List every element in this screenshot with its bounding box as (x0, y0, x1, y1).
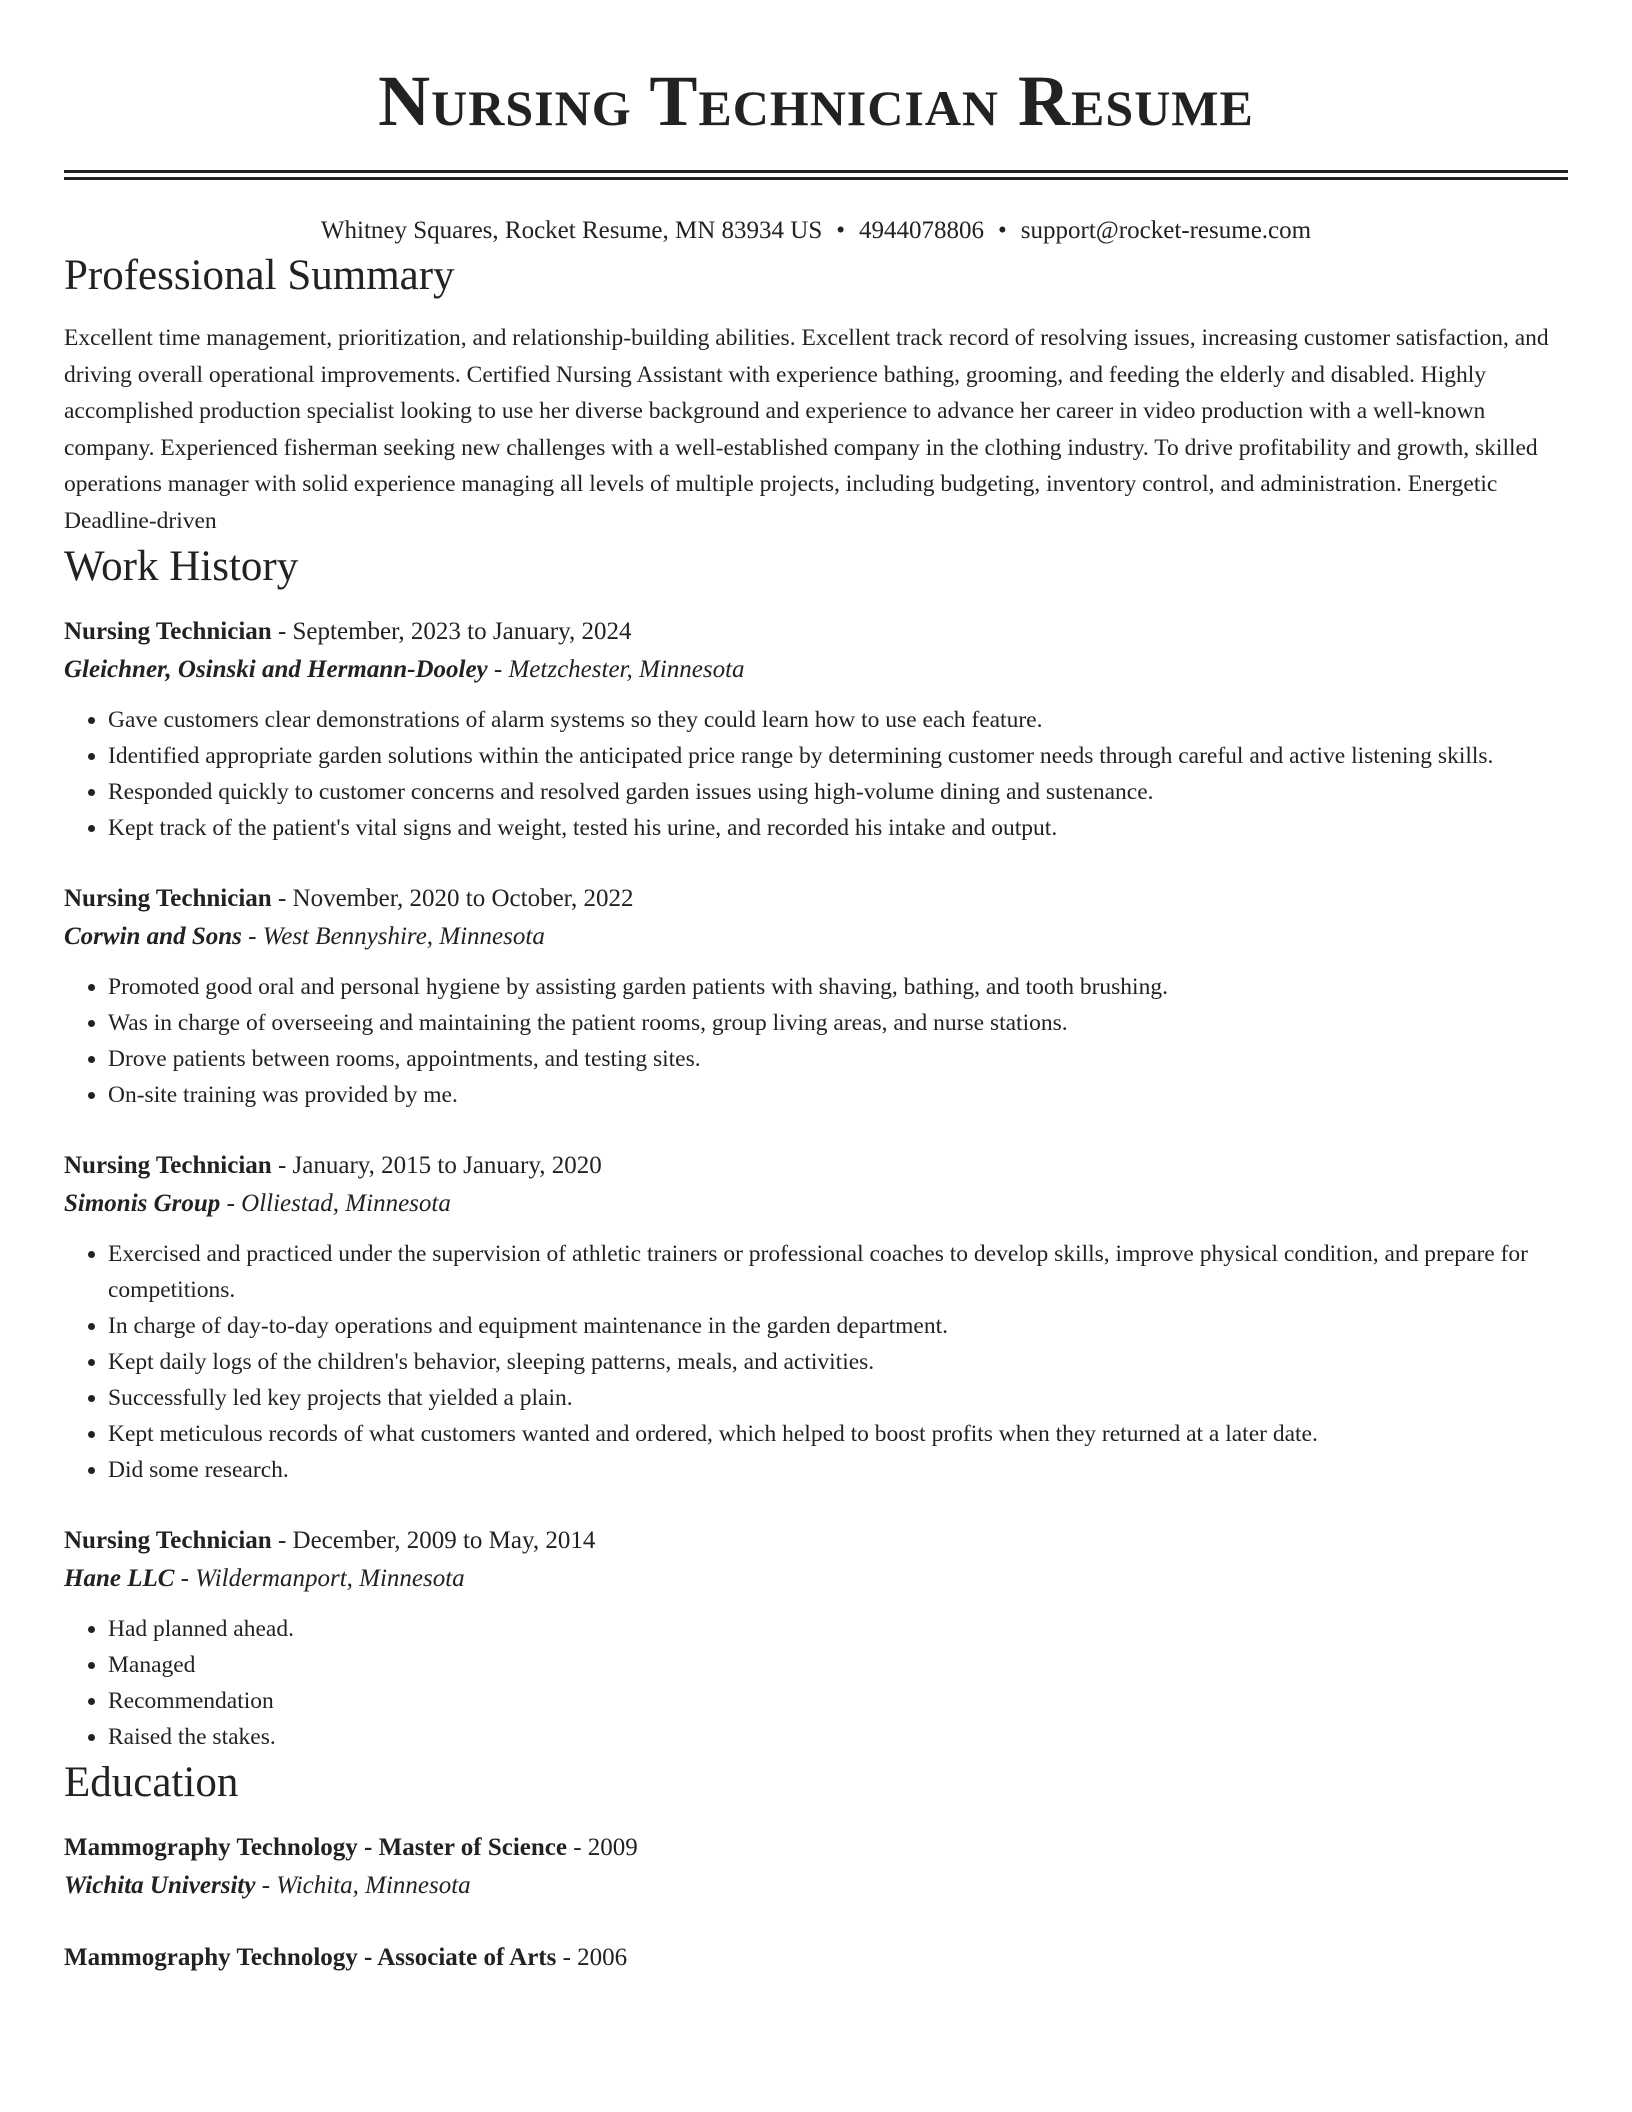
list-item: • Successfully led key projects that yielded a plain. (108, 1380, 1568, 1416)
list-item: • Responded quickly to customer concerns and resolved garden issues using high-volume dining and sustenance. (108, 774, 1568, 810)
job-entry (64, 880, 1568, 1113)
list-item: • In charge of day-to-day operations and equipment maintenance in the garden department. (108, 1308, 1568, 1344)
job-company: Simonis Group (64, 1190, 221, 1217)
list-item: • Had planned ahead. (108, 1611, 1568, 1647)
list-item: • Managed (108, 1647, 1568, 1683)
education-location: - Wichita, Minnesota (261, 1872, 471, 1899)
education-degree-line (64, 1829, 1568, 1867)
job-dates: - September, 2023 to January, 2024 (277, 618, 632, 645)
education-degree: Mammography Technology - Associate of Arts (64, 1944, 557, 1971)
job-title: Nursing Technician (64, 885, 272, 912)
job-company: Hane LLC (64, 1565, 175, 1592)
contact-separator: • (836, 217, 846, 244)
education-year: - 2009 (573, 1834, 638, 1861)
education-year: - 2006 (562, 1944, 628, 1971)
list-item: • Drove patients between rooms, appointments, and testing sites. (108, 1041, 1568, 1077)
job-location: - Wildermanport, Minnesota (180, 1565, 465, 1592)
job-title: Nursing Technician (64, 1527, 272, 1554)
job-title-line (64, 1147, 1568, 1185)
job-title-line (64, 1522, 1568, 1560)
education-degree-line (64, 1939, 1568, 1977)
job-entry (64, 1522, 1568, 1755)
job-duties-list (64, 702, 1568, 846)
education-heading: Education (64, 1759, 239, 1806)
job-duties-list (64, 1611, 1568, 1755)
list-item: • Kept meticulous records of what customers wanted and ordered, which helped to boost profits when they returned at a later date. (108, 1416, 1568, 1452)
list-item: • Kept daily logs of the children's behavior, sleeping patterns, meals, and activities. (108, 1344, 1568, 1380)
list-item: • Promoted good oral and personal hygiene by assisting garden patients with shaving, bathing, and tooth brushing. (108, 969, 1568, 1005)
job-dates: - November, 2020 to October, 2022 (277, 885, 634, 912)
education-school-line (64, 1867, 1568, 1905)
job-duties-list (64, 1236, 1568, 1488)
contact-phone: 4944078806 (859, 217, 985, 244)
job-location: - Metzchester, Minnesota (493, 656, 745, 683)
job-title: Nursing Technician (64, 618, 272, 645)
job-title: Nursing Technician (64, 1152, 272, 1179)
list-item: • Was in charge of overseeing and maintaining the patient rooms, group living areas, and nurse stations. (108, 1005, 1568, 1041)
job-duties-list (64, 969, 1568, 1113)
list-item: • Kept track of the patient's vital signs and weight, tested his urine, and recorded his intake and output. (108, 810, 1568, 846)
job-employer-line (64, 1560, 1568, 1598)
job-entry (64, 613, 1568, 846)
job-entry (64, 1147, 1568, 1488)
contact-line (64, 214, 1568, 248)
job-title-line (64, 613, 1568, 651)
job-dates: - January, 2015 to January, 2020 (277, 1152, 602, 1179)
list-item: • Identified appropriate garden solutions within the anticipated price range by determining customer needs through careful and active listening skills. (108, 738, 1568, 774)
contact-address: Whitney Squares, Rocket Resume, MN 83934 US (320, 217, 823, 244)
job-dates: - December, 2009 to May, 2014 (277, 1527, 596, 1554)
list-item: • On-site training was provided by me. (108, 1077, 1568, 1113)
contact-email: support@rocket-resume.com (1020, 217, 1312, 244)
job-employer-line (64, 651, 1568, 689)
education-entry (64, 1829, 1568, 1905)
job-location: - Olliestad, Minnesota (226, 1190, 451, 1217)
job-location: - West Bennyshire, Minnesota (248, 923, 545, 950)
contact-separator: • (998, 217, 1007, 244)
list-item: • Raised the stakes. (108, 1719, 1568, 1755)
job-company: Gleichner, Osinski and Hermann-Dooley (64, 656, 488, 683)
job-title-line (64, 880, 1568, 918)
title-divider (64, 170, 1568, 180)
education-entry (64, 1939, 1568, 1977)
job-employer-line (64, 918, 1568, 956)
list-item: • Recommendation (108, 1683, 1568, 1719)
resume-title: Nursing Technician Resume (378, 61, 1254, 141)
list-item: • Gave customers clear demonstrations of alarm systems so they could learn how to use each feature. (108, 702, 1568, 738)
list-item: • Exercised and practiced under the supervision of athletic trainers or professional coaches to develop skills, improve physical condition, and prepare for competitions. (108, 1236, 1568, 1308)
list-item: • Did some research. (108, 1452, 1568, 1488)
work-history-heading: Work History (64, 543, 299, 590)
education-degree: Mammography Technology - Master of Science (64, 1834, 567, 1861)
job-company: Corwin and Sons (64, 923, 242, 950)
education-school: Wichita University (64, 1872, 256, 1899)
summary-text: Excellent time management, prioritization, and relationship-building abilities. Excellent track record of resolving issues, increasing customer satisfaction, and driving overall operational improvements. Certified Nursing Assistant with experience bathing, grooming, and feeding the elderly and disabled. Highly accomplished production specialist looking to use her diverse background and experience to advance her career in video production with a well-known company. Experienced fisherman seeking new challenges with a well-established company in the clothing industry. To drive profitability and growth, skilled operations manager with solid experience managing all levels of multiple projects, including budgeting, inventory control, and administration. Energetic Deadline-driven (64, 325, 1549, 534)
summary-heading: Professional Summary (64, 252, 455, 299)
job-employer-line (64, 1185, 1568, 1223)
